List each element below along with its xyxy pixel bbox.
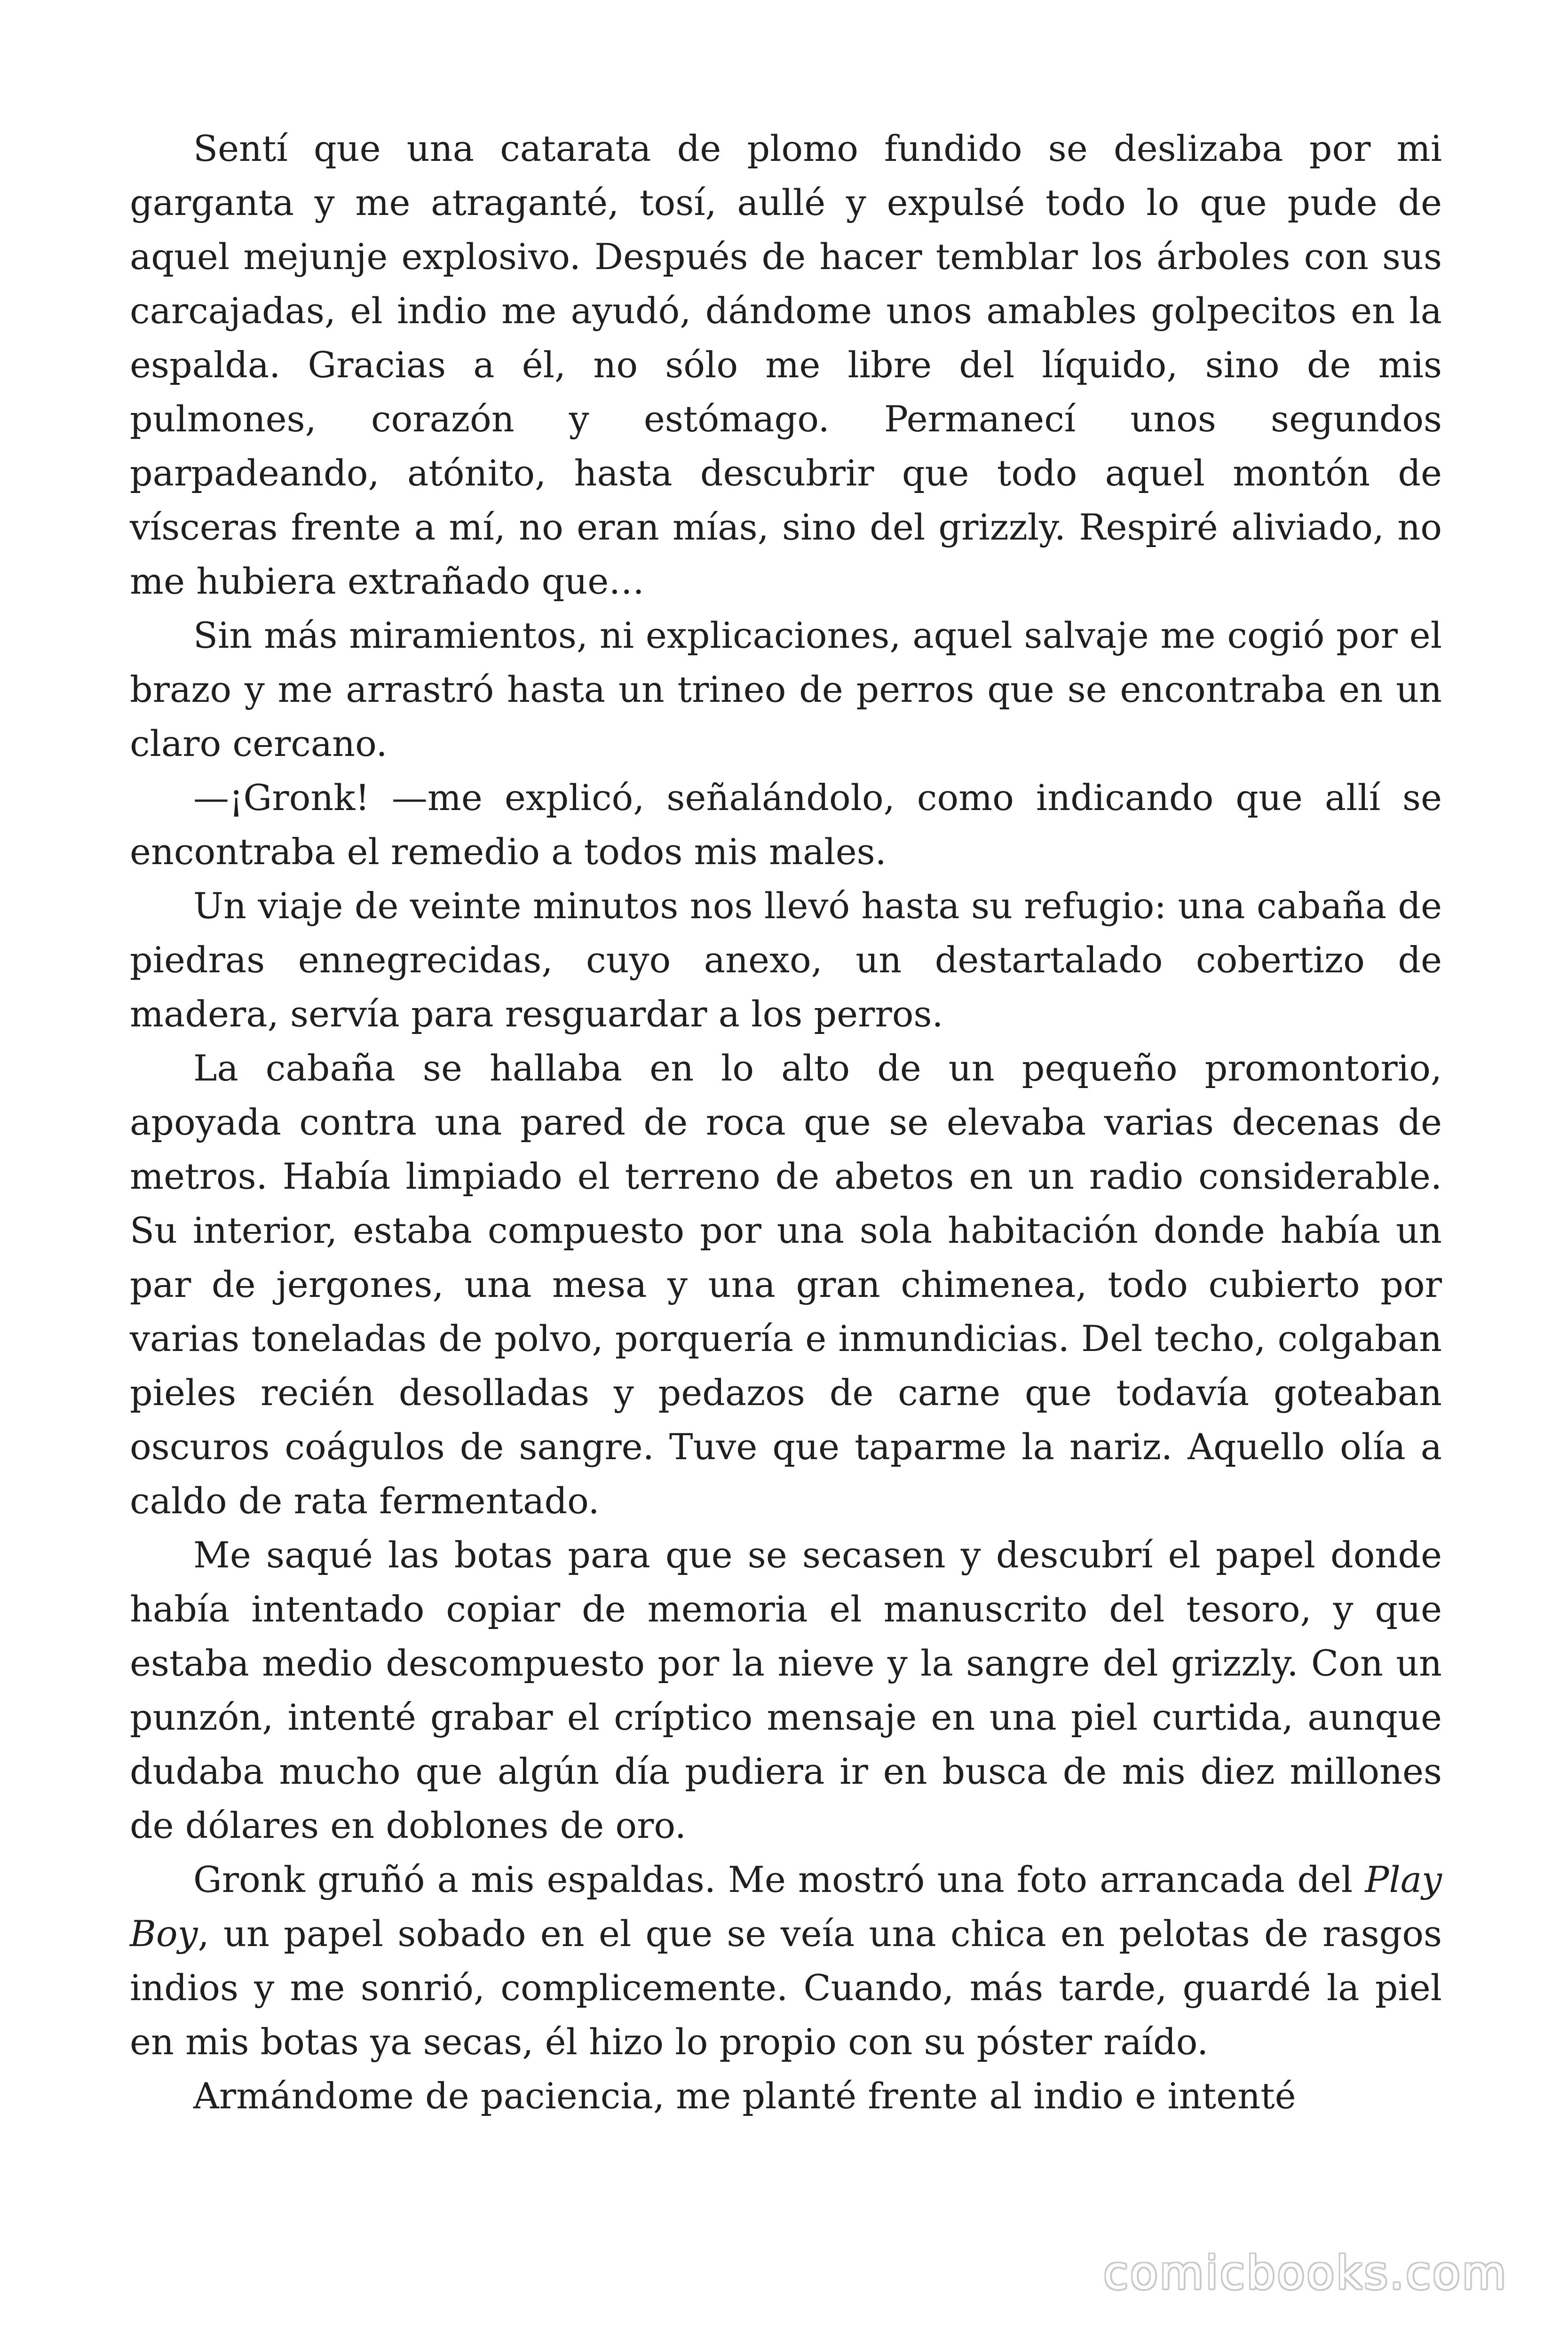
paragraph-text: Me saqué las botas para que se secasen y descubrí el papel donde había intentado copiar de memoria el manuscrito del tesoro, y que estaba medio descompuesto por la nieve y la sangre del grizzly. Con un punzón, intenté grabar el críptico mensaje en una piel curtida, aunque dudaba mucho que algún día pudiera ir en busca de mis diez millones de dólares en doblones de oro. [130,1534,1442,1846]
paragraph-5 [130,1041,1442,1528]
paragraph-text: Sentí que una catarata de plomo fundido se deslizaba por mi garganta y me atraganté, tosí, aullé y expulsé todo lo que pude de aquel mejunje explosivo. Después de hacer temblar los árboles con sus carcajadas, el indio me ayudó, dándome unos amables golpecitos en la espalda. Gracias a él, no sólo me libre del líquido, sino de mis pulmones, corazón y estómago. Permanecí unos segundos parpadeando, atónito, hasta descubrir que todo aquel montón de vísceras frente a mí, no eran mías, sino del grizzly. Respiré aliviado, no me hubiera extrañado que… [130,127,1442,602]
paragraph-2 [130,608,1442,771]
paragraph-7 [130,1852,1442,2069]
paragraph-1 [130,121,1442,608]
paragraph-text: Sin más miramientos, ni explicaciones, aquel salvaje me cogió por el brazo y me arrastró hasta un trineo de perros que se encontraba en un claro cercano. [130,614,1442,764]
paragraph-text: Un viaje de veinte minutos nos llevó hasta su refugio: una cabaña de piedras ennegrecidas, cuyo anexo, un destartalado cobertizo de madera, servía para resguardar a los perros. [130,885,1442,1035]
paragraph-8 [130,2069,1442,2123]
paragraph-text: Gronk gruñó a mis espaldas. Me mostró una foto arrancada del [193,1859,1365,1900]
paragraph-text-continued: , un papel sobado en el que se veía una chica en pelotas de rasgos indios y me sonrió, complicemente. Cuando, más tarde, guardé la piel en mis botas ya secas, él hizo lo propio con su póster raído. [130,1913,1442,2063]
paragraph-6 [130,1528,1442,1852]
paragraph-4 [130,879,1442,1041]
paragraph-text: —¡Gronk! —me explicó, señalándolo, como indicando que allí se encontraba el remedio a todos mis males. [130,777,1442,873]
paragraph-text: La cabaña se hallaba en lo alto de un pequeño promontorio, apoyada contra una pared de roca que se elevaba varias decenas de metros. Había limpiado el terreno de abetos en un radio considerable. Su interior, estaba compuesto por una sola habitación donde había un par de jergones, una mesa y una gran chimenea, todo cubierto por varias toneladas de polvo, porquería e inmundicias. Del techo, colgaban pieles recién desolladas y pedazos de carne que todavía goteaban oscuros coágulos de sangre. Tuve que taparme la nariz. Aquello olía a caldo de rata fermentado. [130,1047,1442,1522]
paragraph-text: Armándome de paciencia, me planté frente al indio e intenté [193,2075,1296,2117]
magazine-title: Play Boy [130,1859,1442,1955]
site-watermark: comicbooks.com [1103,2247,1508,2299]
paragraph-3 [130,771,1442,879]
body-text [130,121,1442,2123]
